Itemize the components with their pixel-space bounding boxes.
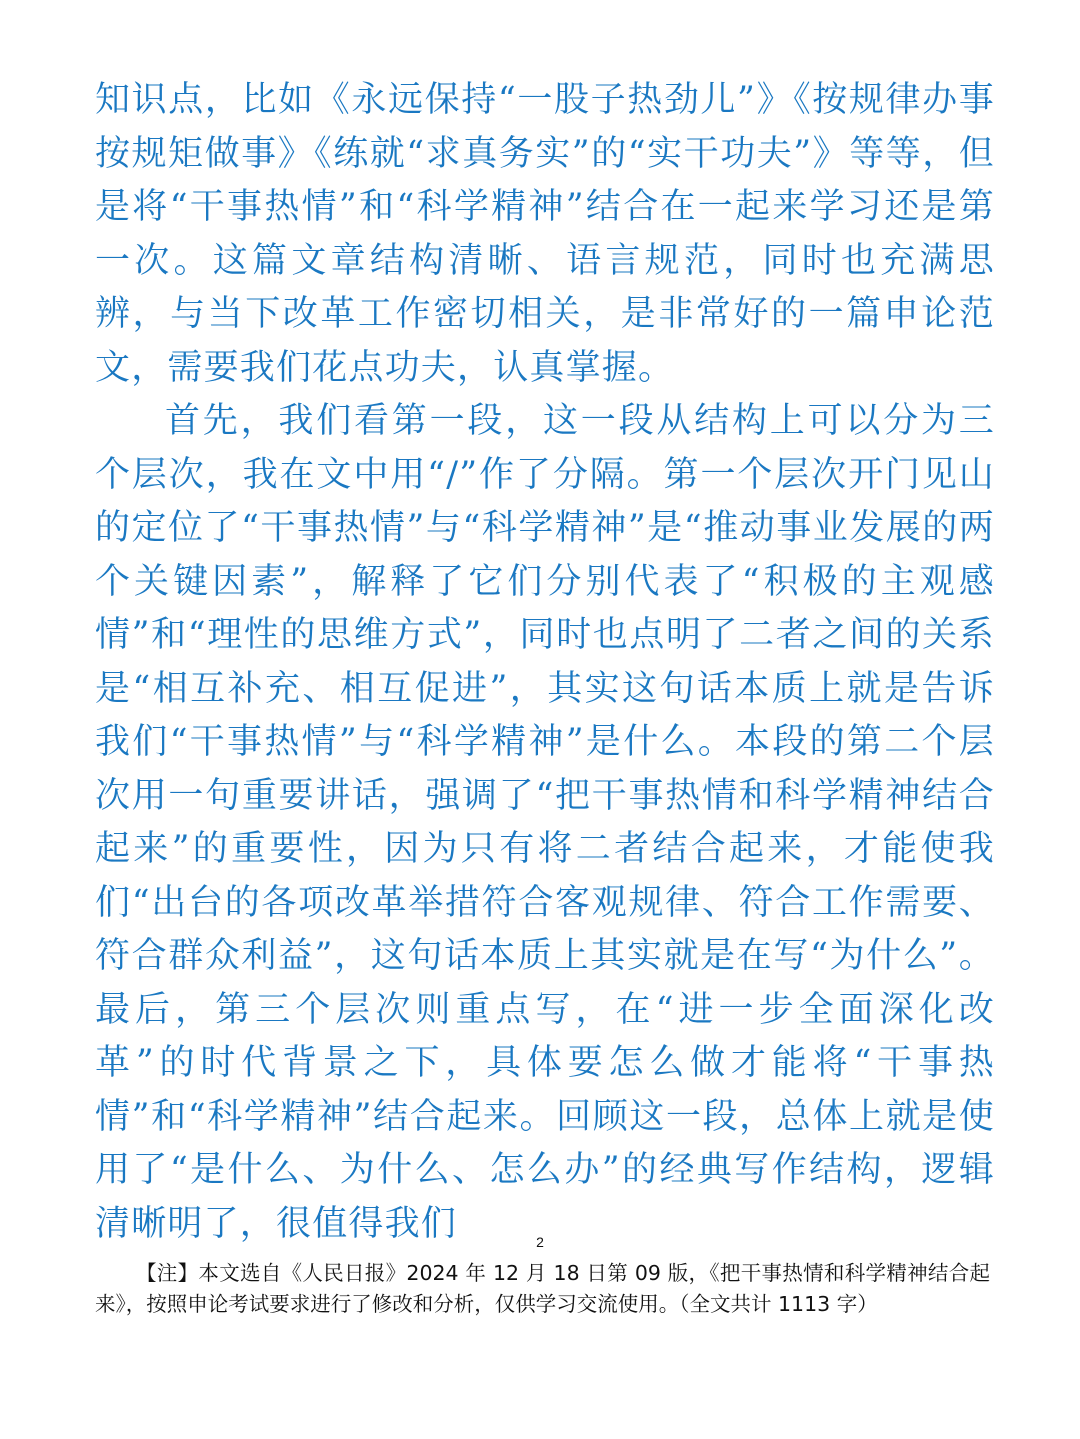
source-note: 【注】本文选自《人民日报》2024 年 12 月 18 日第 09 版，《把干事热情和科学精神结合起来》，按照申论考试要求进行了修改和分析，仅供学习交流使用。（全文共计 1113 字） [95, 1261, 990, 1316]
paragraph-2: 首先，我们看第一段，这一段从结构上可以分为三个层次，我在文中用“/”作了分隔。第一个层次开门见山的定位了“干事热情”与“科学精神”是“推动事业发展的两个关键因素”，解释了它们分别代表了“积极的主观感情”和“理性的思维方式”，同时也点明了二者之间的关系是“相互补充、相互促进”，其实这句话本质上就是告诉我们“干事热情”与“科学精神”是什么。本段的第二个层次用一句重要讲话，强调了“把干事热情和科学精神结合起来”的重要性，因为只有将二者结合起来，才能使我们“出台的各项改革举措符合客观规律、符合工作需要、符合群众利益”，这句话本质上其实就是在写“为什么”。最后，第三个层次则重点写，在“进一步全面深化改革”的时代背景之下，具体要怎么做才能将“干事热情”和“科学精神”结合起来。回顾这一段，总体上就是使用了“是什么、为什么、怎么办”的经典写作结构，逻辑清晰明了，很值得我们 [95, 401, 995, 1244]
page-number: 2 [536, 1234, 544, 1250]
article-body [95, 74, 995, 1251]
paragraph-1: 知识点，比如《永远保持“一股子热劲儿”》《按规律办事 按规矩做事》《练就“求真务实”的“实干功夫”》等等，但是将“干事热情”和“科学精神”结合在一起来学习还是第一次。这篇文章结构清晰、语言规范，同时也充满思辨，与当下改革工作密切相关，是非常好的一篇申论范文，需要我们花点功夫，认真掌握。 [95, 80, 995, 388]
